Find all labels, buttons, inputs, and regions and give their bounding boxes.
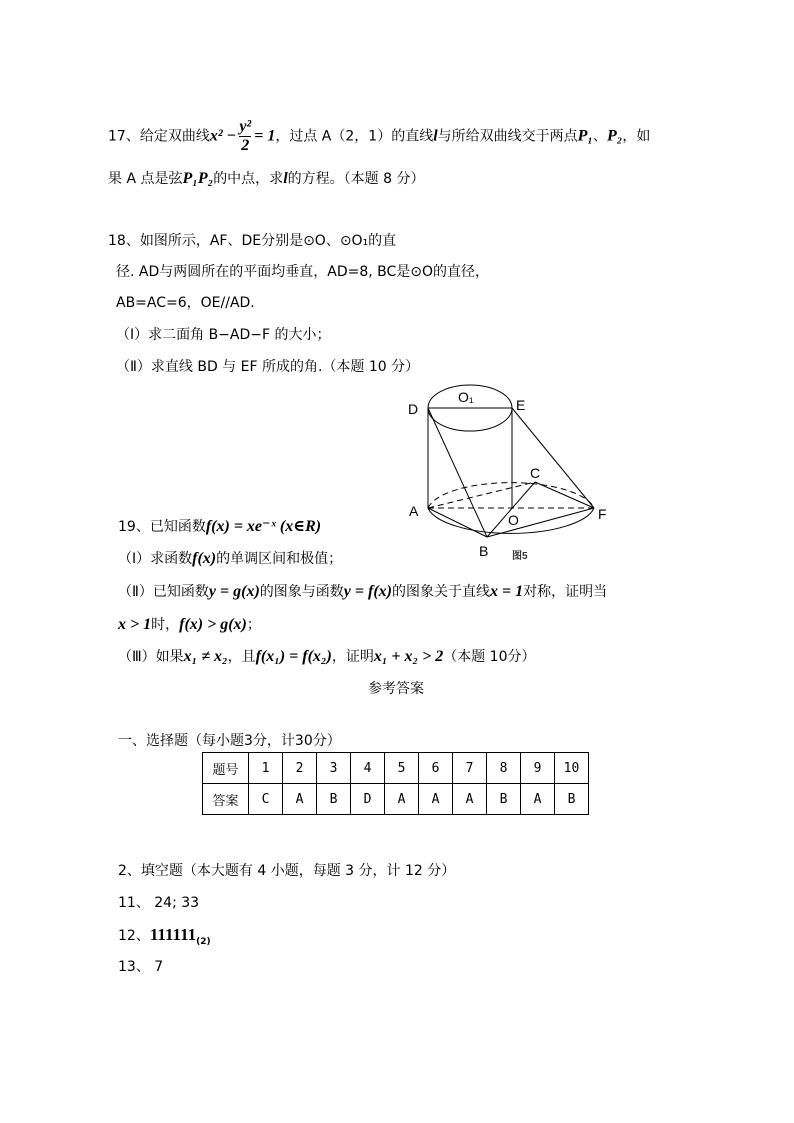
- q18-part1: （Ⅰ）求二面角 B−AD−F 的大小；: [116, 327, 331, 343]
- table-cell: 8: [487, 753, 521, 784]
- math: f(x) > g(x): [179, 616, 247, 633]
- q19-part2: [118, 583, 607, 601]
- table-cell: A: [419, 784, 453, 815]
- table-cell: A: [385, 784, 419, 815]
- table-row: [203, 753, 589, 784]
- answer-table: [202, 752, 589, 815]
- table-cell: B: [555, 784, 589, 815]
- math: P₂: [607, 127, 623, 145]
- q19-part1: [118, 550, 342, 568]
- segment-AB: [428, 508, 487, 537]
- q17-text: 17、给定双曲线: [108, 128, 210, 145]
- math: x² −: [209, 127, 237, 145]
- label-E: E: [516, 397, 526, 413]
- segment-BF: [487, 508, 594, 537]
- table-cell: A: [283, 784, 317, 815]
- label-F: F: [598, 506, 607, 522]
- table-cell: 6: [419, 753, 453, 784]
- q19-text: ，证明: [331, 649, 374, 665]
- q19-line1: [118, 518, 321, 536]
- table-cell: B: [317, 784, 351, 815]
- math: = 1: [254, 127, 276, 145]
- table-cell: 3: [317, 753, 351, 784]
- section2-heading: 2、填空题（本大题有 4 小题，每题 3 分，计 12 分）: [118, 863, 456, 879]
- answer-12-label: 12、: [118, 928, 150, 944]
- q19-part2-cont: [118, 616, 261, 634]
- table-answer-label: 答案: [203, 784, 249, 815]
- math: f(x) = xe⁻ˣ (x∈R): [205, 518, 322, 535]
- section1-heading: 一、选择题（每小题3分，计30分）: [118, 733, 341, 749]
- math: x > 1: [118, 616, 152, 633]
- math: l: [283, 170, 288, 187]
- q19-part3: [118, 648, 536, 666]
- math: x = 1: [489, 583, 524, 600]
- q17-text: 果 A 点是弦: [108, 171, 183, 187]
- table-cell: D: [351, 784, 385, 815]
- denominator: 2: [241, 137, 250, 154]
- answer-12-base: (2): [196, 936, 211, 947]
- segment-EF: [512, 408, 594, 508]
- q19-text: 的单调区间和极值；: [216, 551, 343, 567]
- table-cell: 10: [555, 753, 589, 784]
- answer-13: 13、 7: [118, 959, 164, 975]
- math: x₁ ≠ x₂: [183, 648, 228, 665]
- numerator: y²: [239, 118, 252, 135]
- table-cell: 7: [453, 753, 487, 784]
- label-D: D: [408, 401, 419, 417]
- segment-BC: [487, 482, 535, 537]
- table-cell: 4: [351, 753, 385, 784]
- table-row: [203, 784, 589, 815]
- q17-line2: [108, 170, 424, 188]
- q18-line2: 径. AD与两圆所在的平面均垂直，AD=8, BC是⊙O的直径，: [116, 264, 490, 280]
- q17-line1: [108, 118, 650, 155]
- q19-text: （Ⅱ）已知函数: [118, 584, 209, 600]
- table-cell: 9: [521, 753, 555, 784]
- q17-text: ，过点 A（2，1）的直线: [275, 128, 434, 145]
- label-A: A: [409, 503, 419, 519]
- q17-text: 与所给双曲线交于两点: [437, 128, 578, 145]
- q19-text: 的图象与函数: [259, 584, 344, 600]
- answer-11: 11、 24; 33: [118, 895, 200, 911]
- answer-12: [118, 926, 211, 951]
- q19-text: ；: [246, 617, 261, 633]
- q19-text: （Ⅰ）求函数: [118, 551, 193, 567]
- answer-12-value: 111111: [149, 925, 197, 944]
- q18-line1: 18、如图所示，AF、DE分别是⊙O、⊙O₁的直: [108, 233, 397, 249]
- fraction: [239, 118, 251, 155]
- label-O1: O₁: [458, 389, 474, 405]
- math: x₁ + x₂ > 2: [373, 648, 444, 665]
- q17-text: 、: [593, 128, 608, 145]
- label-O: O: [508, 512, 519, 528]
- table-cell: A: [521, 784, 555, 815]
- label-B: B: [479, 543, 489, 559]
- segment-CF: [535, 482, 594, 508]
- math: P₁: [577, 127, 594, 145]
- q19-text: （本题 10分）: [443, 649, 536, 665]
- answers-title: 参考答案: [368, 681, 424, 697]
- q19-text: 对称，证明当: [523, 584, 608, 600]
- table-header-label: 题号: [203, 753, 249, 784]
- bottom-circle-back: [428, 483, 594, 508]
- table-cell: 1: [249, 753, 283, 784]
- q17-text: 的中点，求: [213, 171, 284, 187]
- q18-part2: （Ⅱ）求直线 BD 与 EF 所成的角.（本题 10 分）: [116, 359, 420, 375]
- geometry-figure: [400, 380, 620, 570]
- table-cell: B: [487, 784, 521, 815]
- q19-text: ，且: [227, 649, 256, 665]
- math: l: [433, 127, 438, 145]
- math: P₁P₂: [182, 170, 214, 187]
- q19-text: （Ⅲ）如果: [118, 649, 184, 665]
- table-cell: 5: [385, 753, 419, 784]
- math: f(x₁) = f(x₂): [255, 648, 332, 665]
- q18-line3: AB=AC=6，OE//AD.: [116, 295, 255, 311]
- figure-caption: 图5: [512, 551, 528, 562]
- q17-text: 的方程。（本题 8 分）: [287, 171, 425, 187]
- q19-text: 的图象关于直线: [391, 584, 490, 600]
- label-C: C: [530, 465, 541, 481]
- math: y = f(x): [343, 583, 392, 600]
- q19-text: 19、已知函数: [118, 519, 206, 535]
- q17-text: ，如: [622, 128, 651, 145]
- table-cell: 2: [283, 753, 317, 784]
- table-cell: C: [249, 784, 283, 815]
- math: f(x): [192, 550, 217, 567]
- table-cell: A: [453, 784, 487, 815]
- q19-text: 时，: [151, 617, 180, 633]
- math: y = g(x): [208, 583, 260, 600]
